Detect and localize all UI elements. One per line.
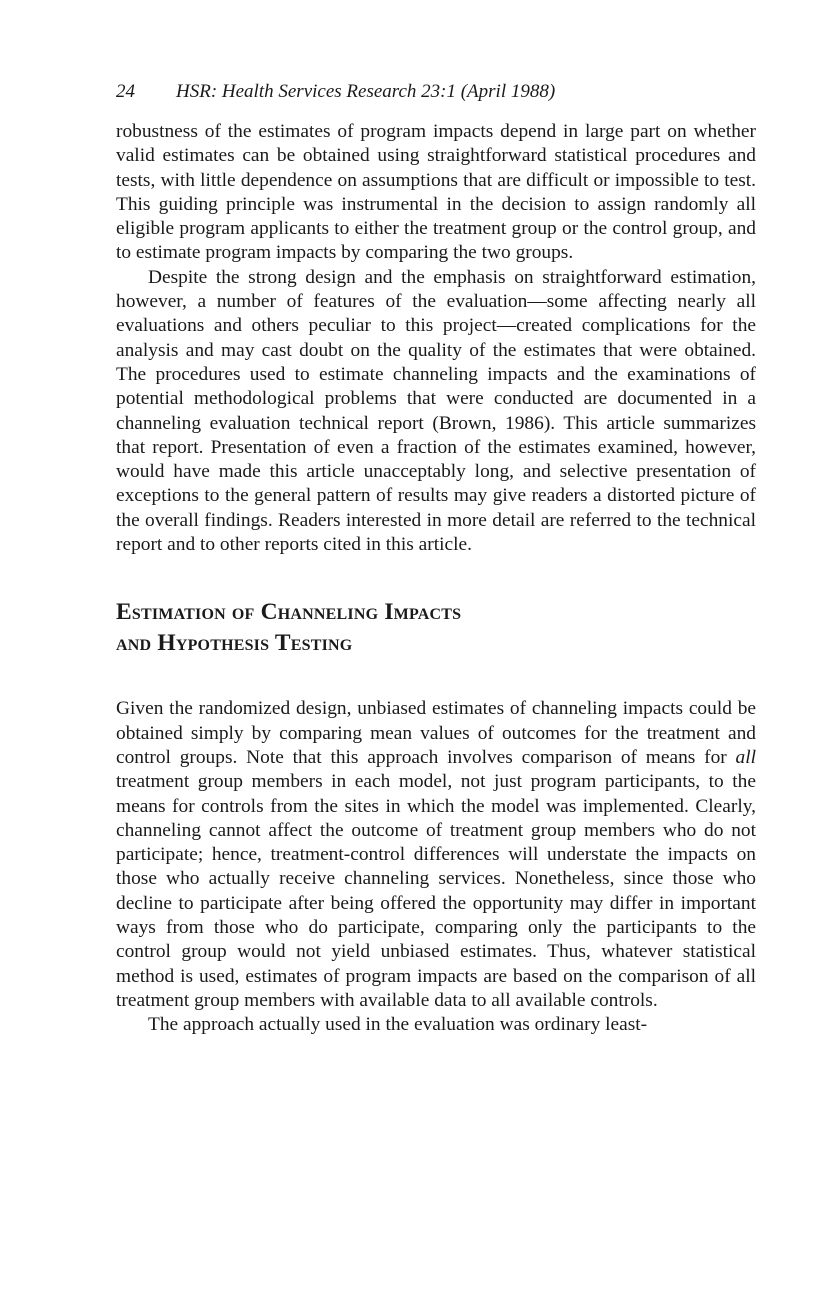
paragraph-given-part-2: treatment group members in each model, not just program participants, to the means for controls from the sites in which the model was implemented. Clearly, channeling cannot affect the outcome of treatment group members who do not participate; hence, treatment-control differences will understate the impacts on those who actually receive channeling services. Nonetheless, since those who decline to participate after being offered the opportunity may differ in important ways from those who do participate, comparing only the participants to the control group would not yield unbiased estimates. Thus, whatever statistical method is used, estimates of program impacts are based on the comparison of all treatment group members with available data to all available controls. <box>116 771 756 1011</box>
running-head <box>116 80 756 104</box>
body-text <box>116 120 756 1038</box>
paragraph-approach: The approach actually used in the evaluation was ordinary least- <box>148 1014 648 1036</box>
journal-citation: HSR: Health Services Research 23:1 (April 1988) <box>176 81 556 102</box>
page <box>116 80 756 1038</box>
paragraph-despite: Despite the strong design and the emphasis on straightforward estimation, however, a number of features of the evaluation—some affecting nearly all evaluations and others peculiar to this project—created complications for the analysis and may cast doubt on the quality of the estimates that were obtained. The procedures used to estimate channeling impacts and the examinations of potential methodological problems that were conducted are documented in a channeling evaluation technical report (Brown, 1986). This article summarizes that report. Presentation of even a fraction of the estimates examined, however, would have made this article unacceptably long, and selective presentation of exceptions to the general pattern of results may give readers a distorted picture of the overall findings. Readers interested in more detail are referred to the technical report and to other reports cited in this article. <box>116 266 756 556</box>
section-heading-line-2: and Hypothesis Testing <box>116 630 353 657</box>
paragraph-continued: robustness of the estimates of program impacts depend in large part on whether valid estimates can be obtained using straightforward statistical procedures and tests, with little dependence on assumptions that are difficult or impossible to test. This guiding principle was instrumental in the decision to assign randomly all eligible program applicants to either the treatment group or the control group, and to estimate program impacts by comparing the two groups. <box>116 121 756 264</box>
paragraph-given <box>116 697 756 1013</box>
page-number: 24 <box>116 81 135 102</box>
emphasis-all: all <box>735 746 756 768</box>
section-heading-line-1: Estimation of Channeling Impacts <box>116 599 462 626</box>
section-heading <box>116 597 756 659</box>
paragraph-given-part-1: Given the randomized design, unbiased estimates of channeling impacts could be obtained simply by comparing mean values of outcomes for the treatment and control groups. Note that this approach involves comparison of means for <box>116 698 756 768</box>
